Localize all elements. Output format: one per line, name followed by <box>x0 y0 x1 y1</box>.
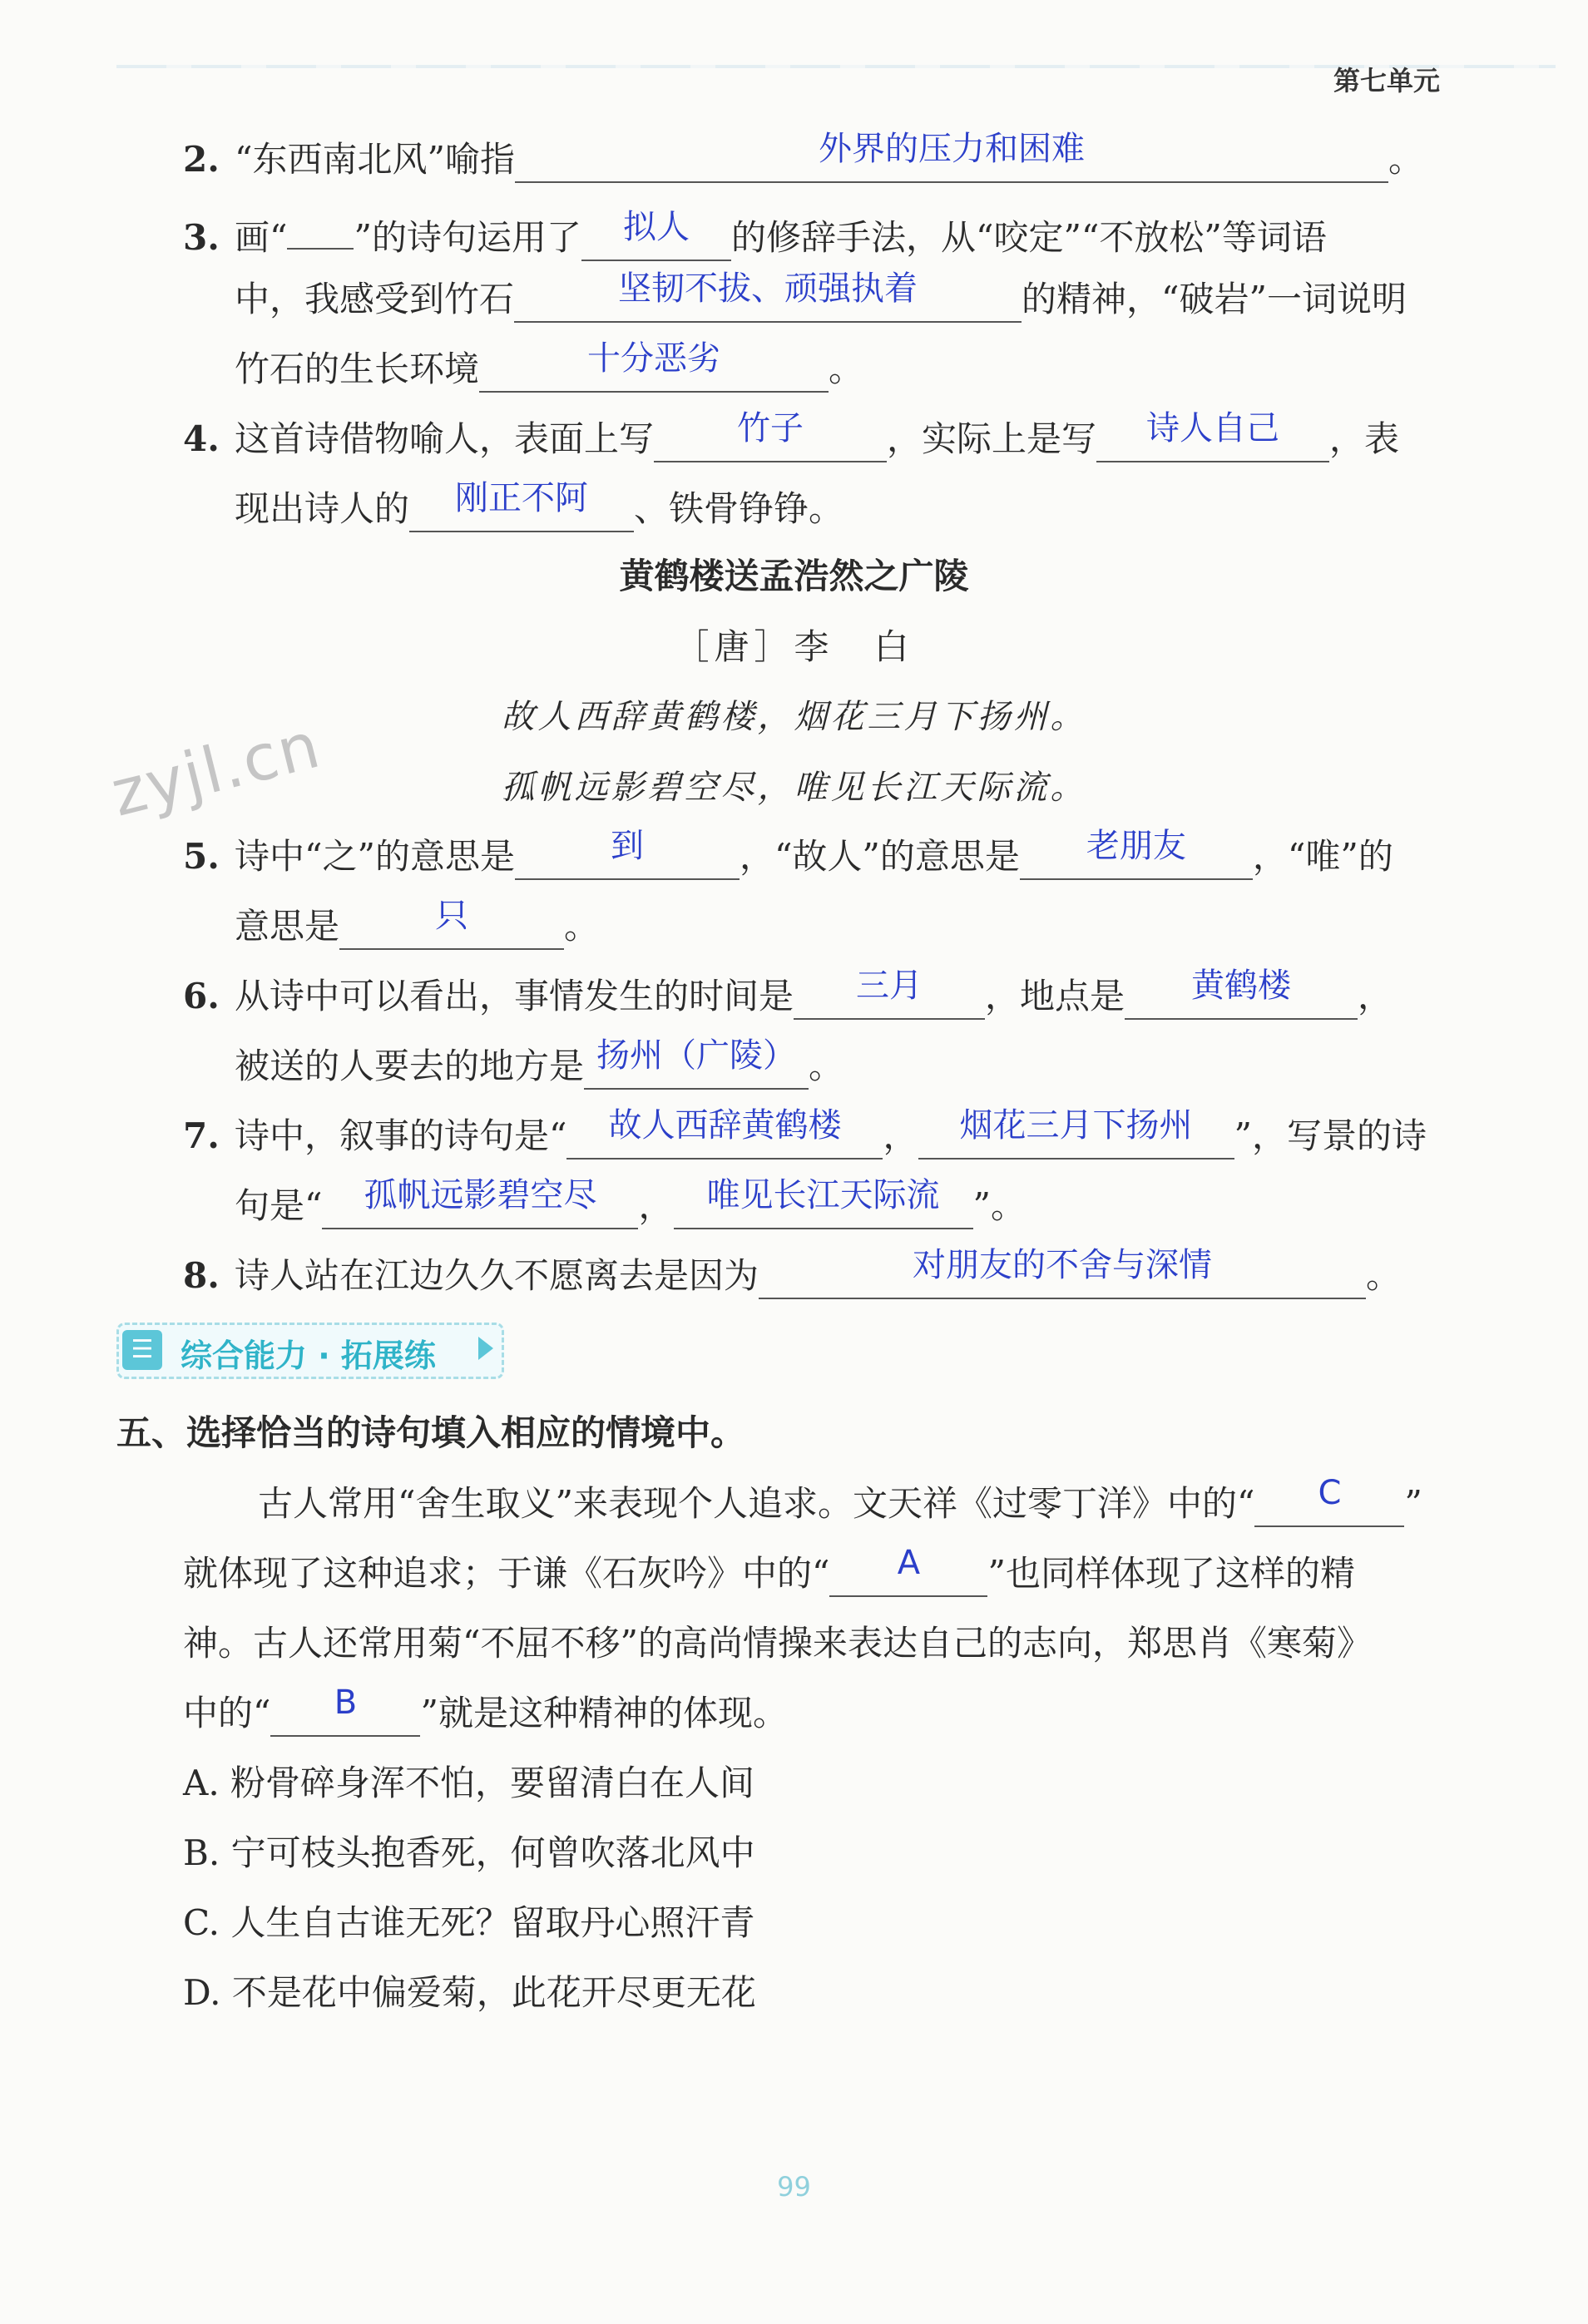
part-5-paragraph-line-4: 中的“ B ”就是这种精神的体现。 <box>183 1689 788 1738</box>
answer-blank[interactable]: 唯见长江天际流 <box>674 1184 973 1229</box>
question-4-line-2: 现出诗人的 刚正不阿 、铁骨铮铮。 <box>235 484 843 534</box>
question-7: 7. 诗中，叙事的诗句是“ 故人西辞黄鹤楼 ， 烟花三月下扬州 ”，写景的诗 <box>183 1111 1427 1161</box>
answer-blank[interactable]: 故人西辞黄鹤楼 <box>566 1115 883 1160</box>
part-5-title: 五、选择恰当的诗句填入相应的情境中。 <box>116 1412 746 1453</box>
answer-blank[interactable]: 对朋友的不舍与深情 <box>759 1254 1366 1299</box>
question-number: 7. <box>183 1115 220 1156</box>
part-5-paragraph-line-1: 古人常用“舍生取义”来表现个人追求。文天祥《过零丁洋》中的“ C ” <box>258 1479 1422 1529</box>
question-5: 5. 诗中“之”的意思是 到 ，“故人”的意思是 老朋友 ，“唯”的 <box>183 832 1393 882</box>
answer-blank[interactable]: 刚正不阿 <box>409 487 634 532</box>
answer-blank[interactable]: 外界的压力和困难 <box>515 138 1388 183</box>
answer-blank[interactable]: C <box>1254 1482 1404 1527</box>
section-tag <box>116 1323 504 1379</box>
option-a: A. 粉骨碎身浑不怕，要留清白在人间 <box>183 1763 755 1803</box>
answer-blank[interactable]: B <box>270 1692 420 1737</box>
question-3-line-3: 竹石的生长环境 十分恶劣 。 <box>235 344 863 394</box>
question-4: 4. 这首诗借物喻人，表面上写 竹子 ，实际上是写 诗人自己 ，表 <box>183 414 1399 464</box>
part-5-paragraph-line-2: 就体现了这种追求；于谦《石灰吟》中的“ A ”也同样体现了这样的精 <box>183 1549 1355 1599</box>
poem-title: 黄鹤楼送孟浩然之广陵 <box>619 556 969 596</box>
question-6: 6. 从诗中可以看出，事情发生的时间是 三月 ，地点是 黄鹤楼 ， <box>183 972 1393 1021</box>
poem-line-2: 孤帆远影碧空尽，唯见长江天际流。 <box>501 769 1087 807</box>
watermark: zyjl.cn <box>104 707 329 831</box>
question-number: 2. <box>183 139 220 180</box>
question-6-line-2: 被送的人要去的地方是 扬州（广陵） 。 <box>235 1041 843 1091</box>
poem-author: ［唐］李 白 <box>674 626 914 667</box>
answer-blank[interactable]: 诗人自己 <box>1096 418 1329 462</box>
option-c: C. 人生自古谁无死？留取丹心照汗青 <box>183 1902 755 1943</box>
question-2: 2. “东西南北风”喻指 外界的压力和困难 。 <box>183 135 1423 185</box>
answer-blank[interactable]: 老朋友 <box>1020 835 1253 880</box>
practice-icon: ☰ <box>122 1330 162 1370</box>
section-label: 综合能力 · 拓展练 <box>181 1338 436 1374</box>
question-number: 5. <box>183 836 220 877</box>
answer-blank[interactable]: 竹子 <box>654 418 887 462</box>
question-7-line-2: 句是“ 孤帆远影碧空尽 ， 唯见长江天际流 ”。 <box>235 1181 1026 1231</box>
answer-blank[interactable]: 孤帆远影碧空尽 <box>322 1184 638 1229</box>
question-number: 8. <box>183 1255 220 1296</box>
question-8: 8. 诗人站在江边久久不愿离去是因为 对朋友的不舍与深情 。 <box>183 1251 1401 1301</box>
answer-blank[interactable]: 烟花三月下扬州 <box>918 1115 1234 1160</box>
question-3-line-2: 中，我感受到竹石 坚韧不拔、顽强执着 的精神，“破岩”一词说明 <box>235 274 1407 324</box>
answer-blank[interactable]: 到 <box>515 835 740 880</box>
page-number: 99 <box>777 2171 811 2203</box>
answer-blank[interactable]: 坚韧不拔、顽强执着 <box>514 278 1022 323</box>
answer-blank[interactable]: A <box>829 1552 987 1597</box>
question-number: 3. <box>183 217 220 258</box>
poem-line-1: 故人西辞黄鹤楼，烟花三月下扬州。 <box>501 698 1087 736</box>
answer-blank[interactable]: 十分恶劣 <box>479 348 829 393</box>
question-5-line-2: 意思是 只 。 <box>235 902 599 952</box>
arrow-right-icon <box>478 1337 493 1360</box>
part-5-paragraph-line-3: 神。古人还常用菊“不屈不移”的高尚情操来表达自己的志向，郑思肖《寒菊》 <box>183 1623 1372 1664</box>
question-3: 3. 画“ ”的诗句运用了 拟人 的修辞手法，从“咬定”“不放松”等词语 <box>183 205 1327 263</box>
question-number: 4. <box>183 418 220 459</box>
answer-blank[interactable]: 黄鹤楼 <box>1125 975 1358 1020</box>
poem-line-blank <box>287 205 354 250</box>
answer-blank[interactable]: 只 <box>339 905 564 950</box>
answer-blank[interactable]: 三月 <box>794 975 985 1020</box>
unit-label: 第七单元 <box>1333 65 1440 96</box>
answer-blank[interactable]: 拟人 <box>581 216 731 261</box>
question-number: 6. <box>183 976 220 1016</box>
option-b: B. 宁可枝头抱香死，何曾吹落北风中 <box>183 1832 755 1873</box>
option-d: D. 不是花中偏爱菊，此花开尽更无花 <box>183 1972 756 2013</box>
answer-blank[interactable]: 扬州（广陵） <box>584 1045 809 1090</box>
